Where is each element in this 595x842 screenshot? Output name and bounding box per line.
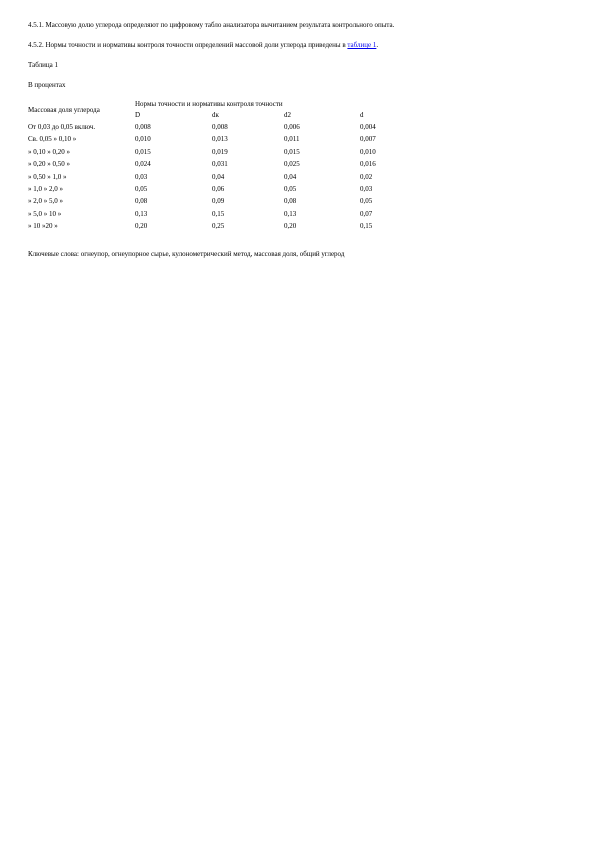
cell-d: 0,016 bbox=[360, 160, 376, 169]
cell-dk: 0,25 bbox=[212, 222, 225, 231]
table-row bbox=[28, 183, 420, 195]
row-label: Св. 0,05 » 0,10 » bbox=[28, 135, 77, 144]
table-row bbox=[28, 134, 420, 146]
table-row bbox=[28, 196, 420, 208]
cell-d: 0,07 bbox=[360, 209, 373, 218]
cell-d2: 0,13 bbox=[284, 209, 297, 218]
cell-dk: 0,031 bbox=[212, 160, 228, 169]
cell-dk: 0,06 bbox=[212, 185, 225, 194]
table-row bbox=[28, 221, 420, 233]
cell-dk: 0,019 bbox=[212, 147, 228, 156]
cell-dk: 0,15 bbox=[212, 209, 225, 218]
cell-d: 0,004 bbox=[360, 123, 376, 132]
cell-d: 0,15 bbox=[360, 222, 373, 231]
cell-d2: 0,04 bbox=[284, 172, 297, 181]
row-label: » 0,10 » 0,20 » bbox=[28, 147, 70, 156]
table-row bbox=[28, 159, 420, 171]
cell-d: 0,010 bbox=[360, 147, 376, 156]
row-label: » 0,50 » 1,0 » bbox=[28, 172, 67, 181]
table-1-link[interactable]: таблице 1 bbox=[347, 41, 377, 49]
column-header-d2: d2 bbox=[284, 110, 291, 119]
cell-d2: 0,08 bbox=[284, 197, 297, 206]
cell-D: 0,13 bbox=[135, 209, 148, 218]
cell-dk: 0,013 bbox=[212, 135, 228, 144]
cell-d: 0,03 bbox=[360, 185, 373, 194]
paragraph-4-5-2-text: 4.5.2. Нормы точности и нормативы контроля точности определений массовой доли углерода приведены в bbox=[28, 41, 348, 49]
row-label: От 0,03 до 0,05 включ. bbox=[28, 123, 96, 132]
row-label: » 10 »20 » bbox=[28, 222, 58, 231]
table-row bbox=[28, 146, 420, 158]
cell-d2: 0,20 bbox=[284, 222, 297, 231]
cell-d2: 0,015 bbox=[284, 147, 300, 156]
cell-D: 0,008 bbox=[135, 123, 151, 132]
table-row bbox=[28, 121, 420, 133]
paragraph-4-5-1: 4.5.1. Массовую долю углерода определяют по цифровому табло анализатора вычитанием результата контрольного опыта. bbox=[28, 21, 395, 29]
table-row bbox=[28, 208, 420, 220]
column-header-dk: dк bbox=[212, 110, 219, 119]
row-label: » 1,0 » 2,0 » bbox=[28, 185, 63, 194]
group-header-cell: Нормы точности и нормативы контроля точности bbox=[135, 99, 283, 108]
cell-d: 0,05 bbox=[360, 197, 373, 206]
cell-D: 0,20 bbox=[135, 222, 148, 231]
paragraph-4-5-2-end: . bbox=[376, 41, 379, 49]
cell-d2: 0,011 bbox=[284, 135, 300, 144]
table-caption: Таблица 1 bbox=[28, 61, 58, 69]
cell-d2: 0,025 bbox=[284, 160, 300, 169]
cell-D: 0,08 bbox=[135, 197, 148, 206]
column-header-d: d bbox=[360, 110, 364, 119]
cell-D: 0,010 bbox=[135, 135, 151, 144]
table-row bbox=[28, 171, 420, 183]
row-header-cell: Массовая доля углерода bbox=[28, 105, 100, 114]
cell-D: 0,015 bbox=[135, 147, 151, 156]
keywords: Ключевые слова: огнеупор, огнеупорное сырье, кулонометрический метод, массовая доля, общий углерод bbox=[28, 250, 345, 258]
cell-d: 0,02 bbox=[360, 172, 373, 181]
cell-dk: 0,008 bbox=[212, 123, 228, 132]
table-units: В процентах bbox=[28, 81, 66, 89]
row-label: » 0,20 » 0,50 » bbox=[28, 160, 70, 169]
cell-D: 0,05 bbox=[135, 185, 148, 194]
table-header-row-group bbox=[28, 99, 420, 109]
cell-D: 0,03 bbox=[135, 172, 148, 181]
norms-table bbox=[28, 99, 420, 233]
paragraph-4-5-2 bbox=[28, 41, 378, 50]
column-header-D: D bbox=[135, 110, 141, 119]
row-label: » 5,0 » 10 » bbox=[28, 209, 62, 218]
cell-d2: 0,006 bbox=[284, 123, 300, 132]
cell-d: 0,007 bbox=[360, 135, 376, 144]
cell-d2: 0,05 bbox=[284, 185, 297, 194]
cell-D: 0,024 bbox=[135, 160, 151, 169]
row-label: » 2,0 » 5,0 » bbox=[28, 197, 63, 206]
cell-dk: 0,09 bbox=[212, 197, 225, 206]
cell-dk: 0,04 bbox=[212, 172, 225, 181]
